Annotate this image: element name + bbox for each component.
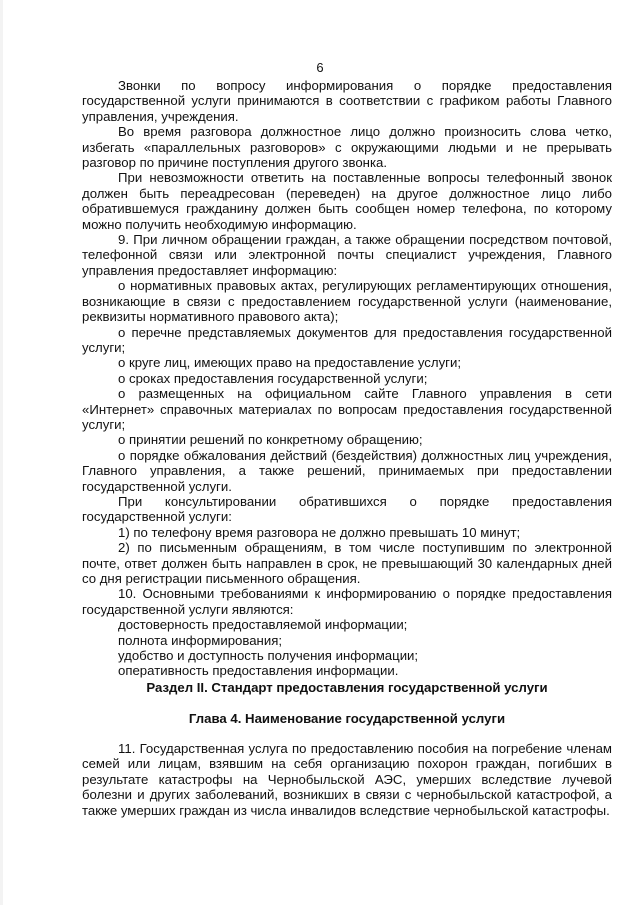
list-item: оперативность предоставления информации. (118, 663, 399, 679)
chapter-heading: Глава 4. Наименование государственной услуги (188, 711, 506, 726)
paragraph: Звонки по вопросу информирования о порядке предоставления государственной услуги принимаются в соответствии с графиком работы Главного управления, учреждения. (82, 78, 612, 124)
document-body (82, 78, 612, 679)
page-number: 6 (316, 60, 324, 75)
list-item: о сроках предоставления государственной услуги; (118, 370, 428, 386)
list-item: о размещенных на официальном сайте Главного управления в сети «Интернет» справочных материалах по вопросам предоставления государственной услуги; (82, 386, 612, 432)
list-item: удобство и доступность получения информации; (118, 648, 419, 664)
list-item: о порядке обжалования действий (бездействия) должностных лиц учреждения, Главного управления, а также решений, принимаемых при предоставлении государственной услуги. (82, 447, 612, 494)
list-item: о круге лиц, имеющих право на предоставление услуги; (118, 355, 462, 371)
list-item: о принятии решений по конкретному обращению; (118, 432, 423, 448)
list-item: полнота информирования; (118, 632, 283, 648)
scan-edge (0, 0, 3, 905)
paragraph: 10. Основными требованиями к информированию о порядке предоставления государственной услуги являются: (82, 586, 612, 617)
list-item: о перечне представляемых документов для предоставления государственной услуги; (82, 324, 612, 355)
list-item: 1) по телефону время разговора не должно превышать 10 минут; (118, 524, 521, 540)
paragraph: 9. При личном обращении граждан, а также обращении посредством почтовой, телефонной связи или электронной почты специалист учреждения, Главного управления предоставляет информацию: (82, 232, 612, 278)
section-heading: Раздел II. Стандарт предоставления государственной услуги (146, 680, 548, 695)
paragraph: При невозможности ответить на поставленные вопросы телефонный звонок должен быть переадресован (переведен) на другое должностное лицо либо обратившемуся гражданину должен быть сообщен номер телефона, по которому можно получить необходимую информацию. (82, 170, 612, 232)
list-item: достоверность предоставляемой информации; (118, 617, 408, 633)
paragraph: 11. Государственная услуга по предоставлению пособия на погребение членам семей или лицам, взявшим на себя организацию похорон граждан, погибших в результате катастрофы на Чернобыльской АЭС, умерших вследствие лучевой болезни и других заболеваний, возникших в связи с чернобыльской катастрофой, а также умерших граждан из числа инвалидов вследствие чернобыльской катастрофы. (82, 741, 612, 818)
list-item: 2) по письменным обращениям, в том числе поступившим по электронной почте, ответ должен быть направлен в срок, не превышающий 30 календарных дней со дня регистрации письменного обращения. (82, 540, 612, 586)
paragraph: Во время разговора должностное лицо должно произносить слова четко, избегать «параллельных разговоров» с окружающими людьми и не прерывать разговор по причине поступления другого звонка. (82, 124, 612, 171)
list-item: о нормативных правовых актах, регулирующих регламентирующих отношения, возникающие в связи с предоставлением государственной услуги (наименование, реквизиты нормативного правового акта); (82, 278, 612, 325)
document-body-continued (82, 741, 612, 818)
paragraph: При консультировании обратившихся о порядке предоставления государственной услуги: (82, 493, 612, 525)
